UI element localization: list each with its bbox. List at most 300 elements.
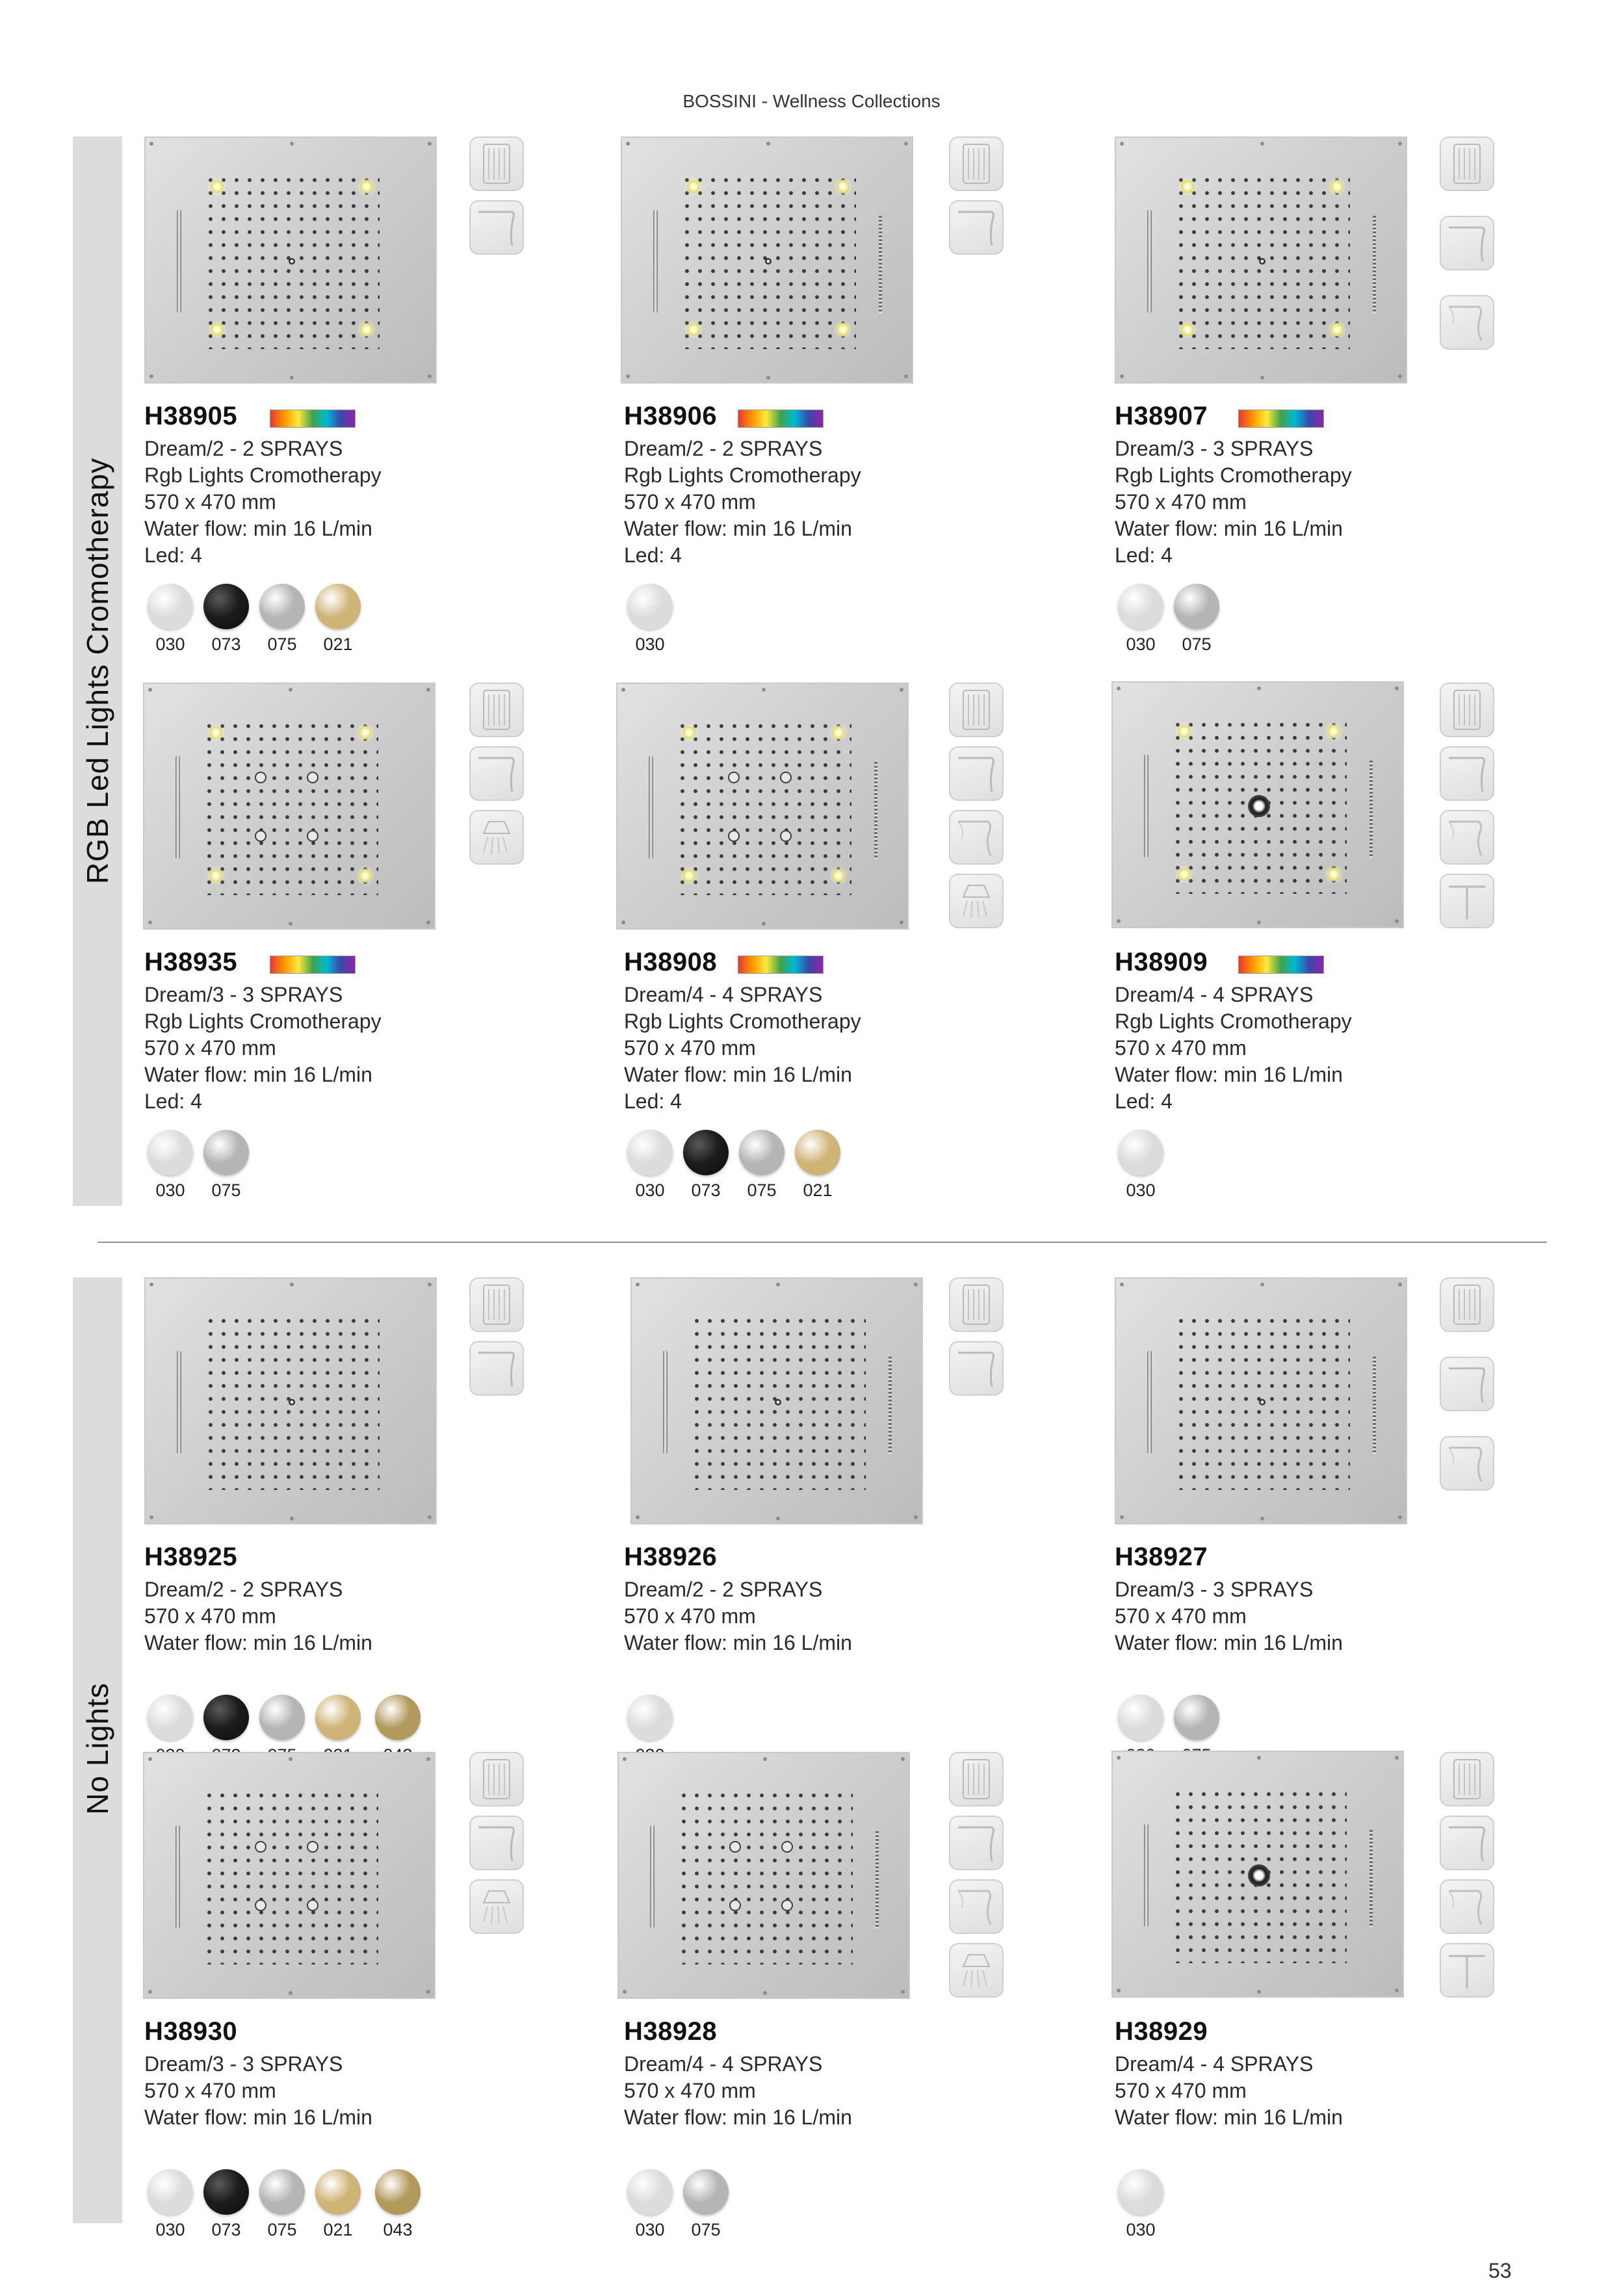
finish-075[interactable] (256, 584, 308, 655)
spray-icons (469, 1752, 524, 1943)
mount-screw (1117, 919, 1121, 923)
finish-swatch (1118, 584, 1163, 629)
spec-line: Dream/3 - 3 SPRAYS (144, 2052, 343, 2076)
finish-code: 073 (211, 634, 241, 654)
catalog-header: BOSSINI - Wellness Collections (682, 91, 941, 111)
spec-line: Rgb Lights Cromotherapy (1115, 463, 1352, 487)
waterfall-slot (1144, 1823, 1149, 1927)
mount-screw (1260, 1517, 1264, 1520)
nozzle-grid (677, 1789, 853, 1964)
spec-line: Rgb Lights Cromotherapy (624, 463, 861, 487)
product-code: H38927 (1115, 1543, 1208, 1571)
led-light (1181, 323, 1194, 336)
mount-screw (1398, 374, 1402, 378)
mount-screw (428, 1515, 432, 1519)
spec-line: Dream/3 - 3 SPRAYS (1115, 1578, 1314, 1601)
mist-slot (1370, 1830, 1373, 1927)
mount-screw (914, 1515, 918, 1519)
finish-swatch (259, 1695, 305, 1740)
finish-swatch (203, 584, 249, 629)
waterfall-slot (177, 209, 181, 313)
led-light (1181, 180, 1194, 193)
finish-swatch (627, 1130, 673, 1175)
mount-screw (1120, 142, 1124, 146)
mount-screw (1257, 1990, 1261, 1994)
led-light (1331, 323, 1344, 336)
finish-021[interactable] (312, 2169, 364, 2240)
mist-slot (1373, 216, 1376, 313)
mount-screw (149, 142, 153, 146)
finish-code: 075 (211, 1181, 241, 1200)
waterfall-icon (469, 1816, 524, 1870)
spec-line: Water flow: min 16 L/min (1115, 517, 1343, 540)
ring-jet (255, 1841, 266, 1853)
mount-screw (901, 1990, 905, 1994)
mount-screw (763, 1991, 767, 1995)
section-divider (97, 1242, 1547, 1243)
spec-line: 570 x 470 mm (1115, 1604, 1247, 1628)
mount-screw (149, 1515, 153, 1519)
finish-030[interactable] (1115, 584, 1167, 655)
spec-line: Water flow: min 16 L/min (144, 2106, 372, 2129)
finish-swatch (315, 2169, 361, 2215)
spray-icons (949, 137, 1004, 264)
mount-screw (149, 1283, 153, 1286)
shower-head-photo (144, 1277, 437, 1524)
shower-head-photo (621, 137, 913, 384)
spec-line: Dream/2 - 2 SPRAYS (144, 437, 343, 460)
finish-075[interactable] (736, 1130, 788, 1201)
mount-screw (148, 688, 152, 692)
mist-icon (949, 1879, 1004, 1934)
mist-icon (1440, 1436, 1494, 1491)
led-light (1331, 180, 1344, 193)
led-light (359, 726, 372, 739)
rgb-light-icon (738, 410, 824, 428)
ring-jet (255, 830, 266, 842)
finish-030[interactable] (1115, 1130, 1167, 1201)
ring-jet (729, 1899, 741, 1911)
mount-screw (621, 688, 625, 692)
mount-screw (762, 688, 766, 692)
shower-head-photo (1115, 137, 1407, 384)
shower-head-photo (630, 1277, 923, 1524)
mount-screw (900, 920, 903, 924)
finish-swatch (148, 584, 193, 629)
spec-line: Led: 4 (624, 543, 682, 567)
product-h38930 (144, 1752, 638, 2291)
multi-jet-icon (469, 137, 524, 191)
mount-screw (1260, 142, 1264, 146)
mist-slot (879, 216, 882, 313)
spec-line: Water flow: min 16 L/min (144, 1063, 372, 1086)
waterfall-slot (1144, 754, 1149, 858)
finish-code: 030 (635, 634, 665, 654)
spec-line: Dream/3 - 3 SPRAYS (1115, 437, 1314, 460)
product-h38909 (1115, 683, 1609, 1222)
finish-043[interactable] (372, 2169, 424, 2240)
led-light (837, 323, 850, 336)
mount-screw (623, 1757, 627, 1761)
finish-code: 021 (323, 634, 353, 654)
led-light (837, 180, 850, 193)
mount-screw (149, 374, 153, 378)
spec-line: Water flow: min 16 L/min (624, 2106, 852, 2129)
mount-screw (1260, 376, 1264, 380)
finish-075[interactable] (256, 2169, 308, 2240)
spec-line: Rgb Lights Cromotherapy (144, 463, 382, 487)
led-light (1178, 725, 1191, 738)
product-specs (624, 1576, 852, 1656)
finish-030[interactable] (624, 1130, 676, 1201)
mist-slot (1373, 1357, 1376, 1454)
ring-jet (780, 830, 792, 842)
mount-screw (428, 374, 432, 378)
mount-screw (1398, 1283, 1402, 1286)
ring-jet (307, 830, 318, 842)
finish-code: 075 (1182, 634, 1212, 654)
finish-075[interactable] (680, 2169, 732, 2240)
led-light (682, 869, 695, 882)
product-h38907 (1115, 137, 1609, 676)
spec-line: 570 x 470 mm (144, 490, 276, 514)
multi-jet-icon (949, 137, 1004, 191)
mount-screw (1117, 1989, 1121, 1992)
product-code: H38908 (624, 948, 718, 976)
mount-screw (1395, 1989, 1399, 1992)
product-code: H38928 (624, 2017, 718, 2046)
mount-screw (426, 1757, 430, 1761)
product-code: H38930 (144, 2017, 238, 2046)
finish-030[interactable] (144, 2169, 196, 2240)
finish-swatch (739, 1130, 785, 1175)
spray-icons (469, 1277, 524, 1405)
finish-073[interactable] (200, 2169, 252, 2240)
mist-slot (1370, 761, 1373, 858)
mount-screw (1117, 686, 1121, 690)
finish-swatch (1118, 2169, 1163, 2215)
mount-screw (1120, 1283, 1124, 1286)
finish-swatch (1118, 1130, 1163, 1175)
mount-screw (1395, 919, 1399, 923)
ring-jet (307, 1841, 318, 1853)
finish-swatch (627, 1695, 673, 1740)
shower-icon (469, 810, 524, 865)
spray-icons (949, 683, 1004, 937)
mount-screw (914, 1283, 918, 1286)
finish-code: 075 (691, 2220, 721, 2239)
product-h38925 (144, 1277, 638, 1817)
finish-code: 021 (803, 1181, 833, 1200)
spray-icons (469, 137, 524, 264)
mount-screw (626, 374, 630, 378)
waterfall-icon (1440, 1816, 1494, 1870)
shower-head-photo (143, 1752, 435, 1999)
waterfall-slot (175, 1825, 180, 1929)
product-specs (144, 982, 382, 1115)
finish-030[interactable] (624, 584, 676, 655)
spec-line: Led: 4 (144, 1089, 202, 1113)
product-specs (624, 436, 861, 569)
shower-icon (949, 874, 1004, 928)
central-jet (1248, 795, 1270, 817)
mount-screw (1398, 142, 1402, 146)
spray-icons (1440, 1752, 1494, 2007)
split-icon (1440, 874, 1494, 928)
finish-swatch (148, 1130, 193, 1175)
product-specs (624, 2051, 852, 2131)
shower-head-photo (617, 1752, 910, 1999)
spec-line: Led: 4 (624, 1089, 682, 1113)
finish-code: 030 (155, 634, 185, 654)
led-light (211, 323, 224, 336)
product-specs (1115, 982, 1352, 1115)
led-light (1178, 868, 1191, 881)
product-code: H38935 (144, 948, 238, 976)
ring-jet (729, 1841, 741, 1853)
mount-screw (289, 1991, 292, 1995)
mount-screw (776, 1283, 780, 1286)
shower-head-photo (143, 683, 435, 930)
rgb-light-icon (738, 956, 824, 974)
finish-code: 030 (635, 2220, 665, 2239)
product-h38908 (624, 683, 1118, 1222)
mount-screw (289, 688, 292, 692)
product-h38905 (144, 137, 638, 676)
finish-swatch (683, 2169, 729, 2215)
ring-jet (255, 772, 266, 783)
product-code: H38905 (144, 402, 238, 430)
mount-screw (1395, 1756, 1399, 1760)
multi-jet-icon (949, 1752, 1004, 1807)
central-jet (1259, 258, 1266, 265)
shower-icon (469, 1879, 524, 1934)
spec-line: 570 x 470 mm (1115, 490, 1247, 514)
finish-075[interactable] (1171, 584, 1223, 655)
finish-030[interactable] (144, 1130, 196, 1201)
product-specs (1115, 2051, 1343, 2131)
mount-screw (428, 142, 432, 146)
rgb-light-icon (270, 410, 356, 428)
finish-swatch (375, 2169, 421, 2215)
rgb-light-icon (1238, 410, 1324, 428)
product-h38929 (1115, 1752, 1609, 2291)
finish-021[interactable] (312, 584, 364, 655)
finish-code: 075 (267, 634, 297, 654)
mount-screw (762, 922, 766, 926)
product-h38935 (144, 683, 638, 1222)
spec-line: Dream/2 - 2 SPRAYS (624, 1578, 823, 1601)
led-light (1327, 868, 1340, 881)
central-jet (765, 258, 772, 265)
finish-code: 043 (383, 2220, 413, 2239)
shower-head-photo (1115, 1277, 1407, 1524)
spec-line: Water flow: min 16 L/min (1115, 2106, 1343, 2129)
central-jet (1259, 1399, 1266, 1405)
product-code: H38925 (144, 1543, 238, 1571)
finish-030[interactable] (1115, 2169, 1167, 2240)
product-code: H38926 (624, 1543, 718, 1571)
spec-line: 570 x 470 mm (1115, 2079, 1247, 2102)
product-specs (144, 436, 382, 569)
multi-jet-icon (949, 683, 1004, 737)
spec-line: Led: 4 (1115, 543, 1173, 567)
led-light (1327, 725, 1340, 738)
finish-code: 073 (211, 2220, 241, 2239)
finish-code: 030 (635, 1181, 665, 1200)
section-label-no-lights: No Lights (81, 1682, 114, 1815)
spec-line: 570 x 470 mm (624, 1604, 756, 1628)
spec-line: 570 x 470 mm (624, 2079, 756, 2102)
ring-jet (728, 830, 740, 842)
finish-code: 030 (1126, 1181, 1156, 1200)
ring-jet (255, 1899, 266, 1911)
led-light (209, 869, 222, 882)
nozzle-grid (203, 720, 378, 895)
finish-code: 075 (267, 2220, 297, 2239)
waterfall-icon (949, 746, 1004, 801)
mount-screw (1395, 686, 1399, 690)
finish-code: 030 (1126, 634, 1156, 654)
product-code: H38909 (1115, 948, 1208, 976)
spray-icons (1440, 683, 1494, 937)
mount-screw (766, 376, 770, 380)
mount-screw (1120, 374, 1124, 378)
finish-code: 030 (155, 1181, 185, 1200)
finish-code: 030 (1126, 2220, 1156, 2239)
central-jet (289, 1399, 295, 1405)
finish-073[interactable] (200, 584, 252, 655)
product-code: H38907 (1115, 402, 1208, 430)
spec-line: Dream/4 - 4 SPRAYS (1115, 2052, 1314, 2076)
mist-slot (874, 762, 877, 859)
spec-line: Rgb Lights Cromotherapy (144, 1010, 382, 1033)
product-h38906 (624, 137, 1118, 676)
multi-jet-icon (469, 1752, 524, 1807)
mount-screw (1398, 1515, 1402, 1519)
product-h38927 (1115, 1277, 1609, 1817)
spray-icons (1440, 1277, 1494, 1500)
mount-screw (1117, 1756, 1121, 1760)
led-light (832, 726, 845, 739)
waterfall-slot (653, 209, 658, 313)
ring-jet (307, 1899, 318, 1911)
waterfall-slot (175, 755, 180, 859)
multi-jet-icon (949, 1277, 1004, 1332)
mount-screw (290, 142, 294, 146)
waterfall-icon (1440, 216, 1494, 270)
finish-swatch (1118, 1695, 1163, 1740)
waterfall-slot (1147, 1350, 1152, 1454)
finish-075[interactable] (200, 1130, 252, 1201)
led-light (209, 726, 222, 739)
spray-icons (1440, 137, 1494, 359)
mount-screw (626, 142, 630, 146)
mist-icon (1440, 295, 1494, 350)
mount-screw (290, 1517, 294, 1520)
mount-screw (621, 920, 625, 924)
mount-screw (1260, 1283, 1264, 1286)
spec-line: Water flow: min 16 L/min (624, 1063, 852, 1086)
product-h38928 (624, 1752, 1118, 2291)
shower-head-photo (616, 683, 909, 930)
mount-screw (776, 1517, 780, 1520)
mount-screw (904, 142, 908, 146)
finish-swatch (148, 1695, 193, 1740)
waterfall-slot (663, 1350, 668, 1454)
finish-swatch (203, 1695, 249, 1740)
mount-screw (290, 376, 294, 380)
finish-swatch (683, 1130, 729, 1175)
nozzle-grid (676, 720, 851, 895)
spec-line: 570 x 470 mm (144, 1604, 276, 1628)
central-jet (775, 1399, 781, 1405)
central-jet (289, 258, 295, 265)
finish-073[interactable] (680, 1130, 732, 1201)
shower-head-photo (144, 137, 437, 384)
led-light (360, 180, 373, 193)
spec-line: Water flow: min 16 L/min (1115, 1631, 1343, 1654)
spec-line: 570 x 470 mm (624, 490, 756, 514)
mount-screw (426, 920, 430, 924)
spec-line: Led: 4 (144, 543, 202, 567)
spec-line: Water flow: min 16 L/min (144, 1631, 372, 1654)
led-light (687, 180, 700, 193)
finish-swatch (203, 2169, 249, 2215)
spec-line: 570 x 470 mm (144, 2079, 276, 2102)
mount-screw (426, 1990, 430, 1994)
ring-jet (781, 1841, 793, 1853)
finish-swatch (627, 584, 673, 629)
finish-030[interactable] (144, 584, 196, 655)
product-h38926 (624, 1277, 1118, 1817)
led-light (682, 726, 695, 739)
spec-line: 570 x 470 mm (1115, 1036, 1247, 1060)
finish-swatch (315, 1695, 361, 1740)
spec-line: 570 x 470 mm (624, 1036, 756, 1060)
waterfall-icon (949, 200, 1004, 255)
rgb-light-icon (1238, 956, 1324, 974)
multi-jet-icon (1440, 137, 1494, 191)
ring-jet (307, 772, 318, 783)
mount-screw (636, 1283, 640, 1286)
page-number: 53 (1488, 2259, 1512, 2282)
mount-screw (636, 1515, 640, 1519)
waterfall-icon (949, 1816, 1004, 1870)
finish-code: 030 (155, 2220, 185, 2239)
mount-screw (901, 1757, 905, 1761)
finish-030[interactable] (624, 2169, 676, 2240)
finish-021[interactable] (792, 1130, 844, 1201)
mist-slot (889, 1357, 892, 1454)
mount-screw (623, 1990, 627, 1994)
mount-screw (904, 374, 908, 378)
spec-line: Dream/2 - 2 SPRAYS (624, 437, 823, 460)
finish-swatch (148, 2169, 193, 2215)
mount-screw (1257, 686, 1261, 690)
led-light (832, 869, 845, 882)
waterfall-slot (649, 755, 653, 859)
shower-head-photo (1111, 681, 1404, 928)
waterfall-icon (949, 1341, 1004, 1396)
shower-icon (949, 1943, 1004, 1998)
mount-screw (148, 1990, 152, 1994)
waterfall-icon (469, 746, 524, 801)
rgb-light-icon (270, 956, 356, 974)
shower-head-photo (1111, 1751, 1404, 1998)
split-icon (1440, 1943, 1494, 1998)
mount-screw (428, 1283, 432, 1286)
